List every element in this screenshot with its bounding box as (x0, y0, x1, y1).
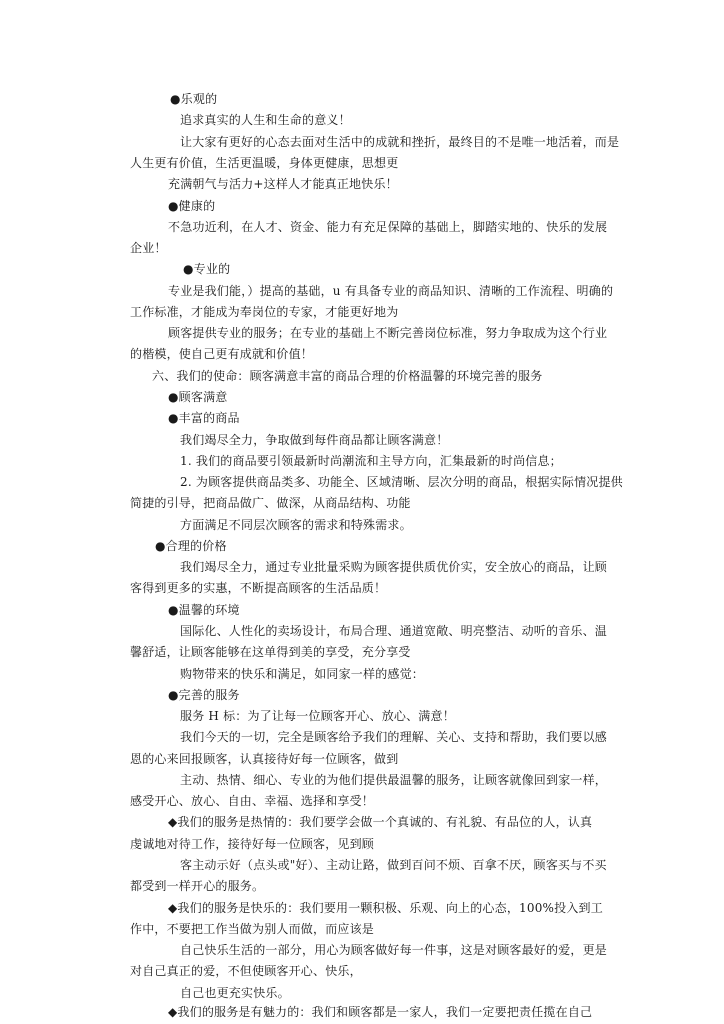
text-line: 自己快乐生活的一部分，用心为顾客做好每一件事，这是对顾客最好的爱，更是 (180, 943, 608, 957)
text-line: ●顾客满意 (168, 390, 228, 404)
text-line: 1. 我们的商品要引领最新时尚潮流和主导方向，汇集最新的时尚信息； (180, 454, 562, 468)
text-line: 人生更有价值，生活更温暖，身体更健康，思想更 (130, 156, 399, 170)
text-line: ◆我们的服务是热情的：我们要学会做一个真诚的、有礼貌、有品位的人，认真 (168, 815, 593, 829)
text-line: 方面满足不同层次顾客的需求和特殊需求。 (180, 518, 412, 532)
text-line: 我们竭尽全力，通过专业批量采购为顾客提供质优价实，安全放心的商品，让顾 (180, 560, 608, 574)
text-line: ●完善的服务 (168, 688, 240, 702)
text-line: 作中，不要把工作当做为别人而做，而应该是 (130, 922, 375, 936)
text-line: 不急功近利，在人才、资金、能力有充足保障的基础上，脚踏实地的、快乐的发展 (168, 220, 608, 234)
text-line: ●专业的 (183, 262, 231, 276)
text-line: ●合理的价格 (155, 539, 227, 553)
text-line: 2. 为顾客提供商品类多、功能全、区域清晰、层次分明的商品，根据实际情况提供 (180, 475, 623, 489)
text-line: ◆我们的服务是快乐的：我们要用一颗积极、乐观、向上的心态，100%投入到工 (168, 901, 603, 915)
text-line: 购物带来的快乐和满足，如同家一样的感觉： (180, 667, 425, 681)
text-line: 充满朝气与活力+这样人才能真正地快乐！ (168, 177, 398, 191)
text-line: ◆我们的服务是有魅力的：我们和顾客都是一家人，我们一定要把责任揽在自己 (168, 1005, 593, 1019)
text-line: 顾客提供专业的服务；在专业的基础上不断完善岗位标准，努力争取成为这个行业 (168, 326, 608, 340)
text-line: 感受开心、放心、自由、幸福、选择和享受！ (130, 794, 375, 808)
text-line: 自己也更充实快乐。 (180, 986, 290, 1000)
text-line: ●温馨的环境 (168, 603, 240, 617)
text-line: 都受到一样开心的服务。 (130, 879, 265, 893)
text-line: 专业是我们能，）提高的基础，u 有具备专业的商品知识、清晰的工作流程、明确的 (168, 284, 614, 298)
text-line: ●丰富的商品 (168, 411, 240, 425)
text-line: 的楷模，使自己更有成就和价值！ (130, 347, 314, 361)
text-line: 主动、热情、细心、专业的为他们提供最温馨的服务，让顾客就像回到家一样， (180, 773, 608, 787)
text-line: 六、我们的使命：顾客满意丰富的商品合理的价格温馨的环境完善的服务 (152, 369, 543, 383)
text-line: 国际化、人性化的卖场设计，布局合理、通道宽敞、明亮整洁、动听的音乐、温 (180, 624, 608, 638)
text-line: 让大家有更好的心态去面对生活中的成就和挫折，最终目的不是唯一地活着，而是 (180, 135, 620, 149)
text-line: 我们今天的一切，完全是顾客给予我们的理解、关心、支持和帮助，我们要以感 (180, 730, 608, 744)
text-line: 服务 H 标：为了让每一位顾客开心、放心、满意！ (180, 709, 455, 723)
text-line: 企业！ (130, 241, 167, 255)
text-line: 追求真实的人生和生命的意义！ (180, 113, 351, 127)
text-line: ●乐观的 (170, 92, 218, 106)
text-line: 简捷的引导，把商品做广、做深，从商品结构、功能 (130, 496, 411, 510)
text-line: 对自己真正的爱，不但使顾客开心、快乐， (130, 964, 362, 978)
text-line: 恩的心来回报顾客，认真接待好每一位顾客，做到 (130, 752, 399, 766)
text-line: 虔诚地对待工作，接待好每一位顾客，见到顾 (130, 837, 375, 851)
text-line: 我们竭尽全力，争取做到每件商品都让顾客满意！ (180, 433, 449, 447)
text-line: 工作标准，才能成为奉岗位的专家，才能更好地为 (130, 305, 399, 319)
text-line: 馨舒适，让顾客能够在这单得到美的享受，充分享受 (130, 645, 411, 659)
text-line: ●健康的 (168, 199, 216, 213)
text-line: 客得到更多的实惠，不断提高顾客的生活品质！ (130, 581, 387, 595)
text-line: 客主动示好（点头或"好）、主动让路，做到百问不烦、百拿不厌，顾客买与不买 (180, 858, 607, 872)
